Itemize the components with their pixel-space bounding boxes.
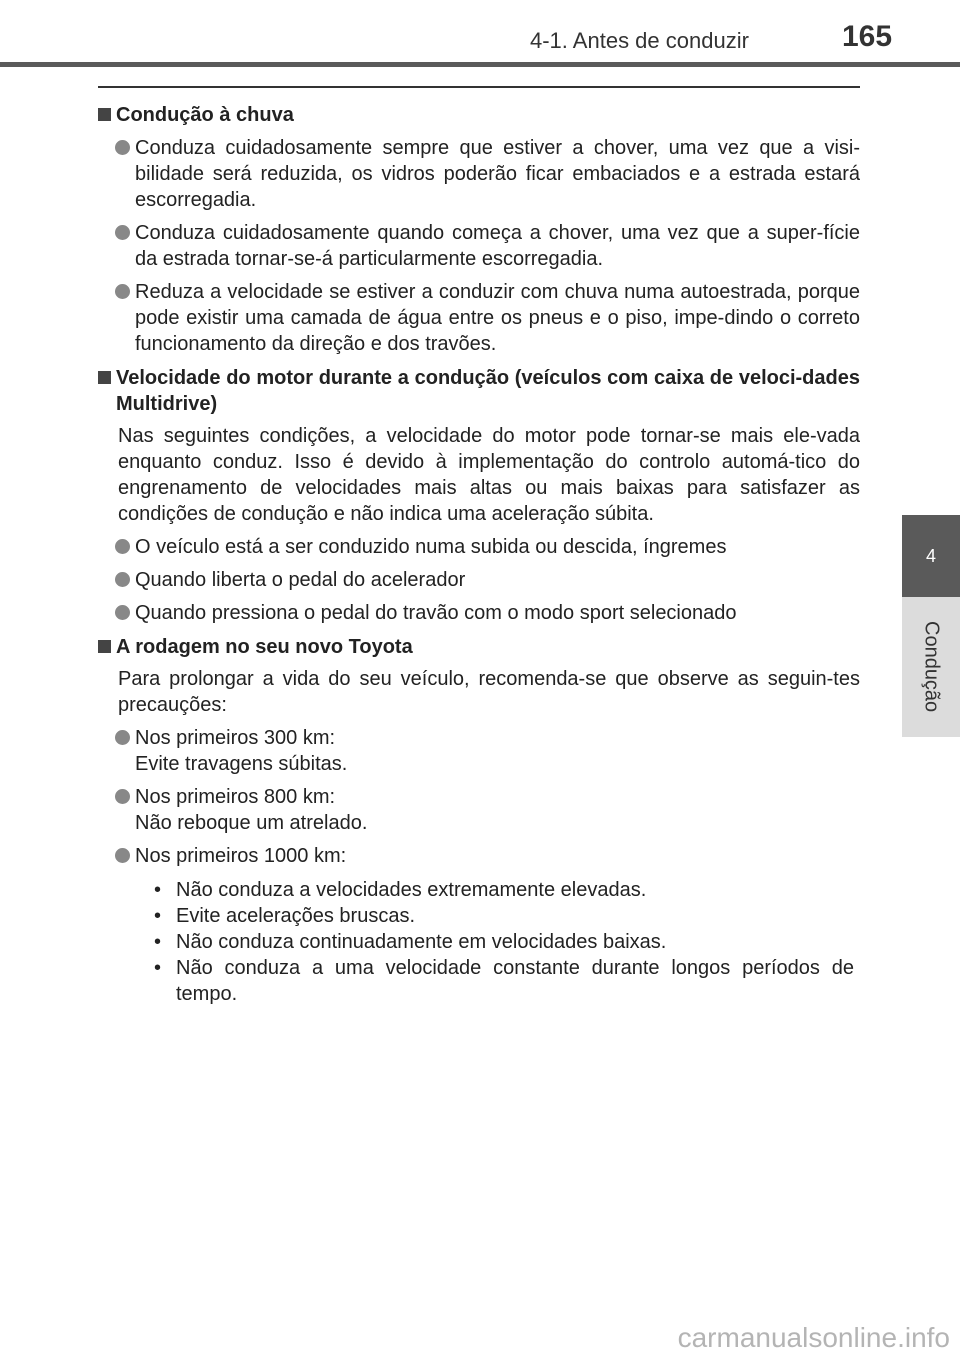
list-item: [98, 725, 860, 777]
sub-list-item: [154, 955, 854, 1007]
circle-bullet-icon: [115, 848, 130, 863]
circle-bullet-icon: [115, 789, 130, 804]
list-item-text: Quando liberta o pedal do acelerador: [135, 569, 466, 591]
sub-list-item-text: Não conduza continuadamente em velocidades baixas.: [176, 931, 667, 953]
list-item: [98, 220, 860, 272]
list-item: [98, 279, 860, 357]
list-item: [98, 784, 860, 836]
list-item-text: Conduza cuidadosamente sempre que estiver a chover, uma vez que a visi-bilidade será reduzida, os vidros poderão ficar embaciados e a estrada estará escorregadia.: [135, 137, 860, 211]
circle-bullet-icon: [115, 539, 130, 554]
section-title: 4-1. Antes de conduzir: [530, 28, 749, 53]
page-content: [98, 94, 860, 1007]
content-top-rule: [98, 86, 860, 88]
list-item: [98, 843, 860, 869]
list-item-text: Quando pressiona o pedal do travão com o modo sport selecionado: [135, 602, 737, 624]
page-number: 165: [842, 20, 893, 53]
section-heading-text: Velocidade do motor durante a condução (veículos com caixa de veloci-dades Multidrive): [116, 367, 860, 415]
list-item-detail: Evite travagens súbitas.: [135, 753, 348, 775]
list-item-text: Reduza a velocidade se estiver a conduzir com chuva numa autoestrada, porque pode existir uma camada de água entre os pneus e o piso, impe-dindo o correto funcionamento da direção e dos travões.: [135, 281, 860, 355]
circle-bullet-icon: [115, 284, 130, 299]
list-item-title: Nos primeiros 1000 km:: [135, 845, 347, 867]
sub-list-item-text: Não conduza a velocidades extremamente elevadas.: [176, 879, 647, 901]
list-item-title: Nos primeiros 300 km:: [135, 727, 336, 749]
section-paragraph: Nas seguintes condições, a velocidade do motor pode tornar-se mais ele-vada enquanto conduz. Isso é devido à implementação do controlo automá-tico do engrenamento de velocidades mais altas ou mais baixas para satisfazer as condições de condução e não indica uma aceleração súbita.: [118, 425, 860, 525]
section-heading-rain: [98, 102, 860, 128]
sub-list-item: [154, 877, 854, 903]
chapter-tab-label: Condução: [920, 621, 943, 713]
list-item: [98, 567, 860, 593]
sub-list: [98, 877, 854, 1007]
sub-list-item: [154, 903, 854, 929]
circle-bullet-icon: [115, 225, 130, 240]
section-paragraph: Para prolongar a vida do seu veículo, recomenda-se que observe as seguin-tes precauções:: [118, 668, 860, 716]
list-item: [98, 135, 860, 213]
circle-bullet-icon: [115, 730, 130, 745]
section-heading-break-in: [98, 634, 860, 660]
section-heading-engine-speed: [98, 365, 860, 417]
square-bullet-icon: [98, 640, 111, 653]
sub-list-item: [154, 929, 854, 955]
list-item-text: Conduza cuidadosamente quando começa a chover, uma vez que a super-fície da estrada tornar-se-á particularmente escorregadia.: [135, 222, 860, 270]
section-heading-text: A rodagem no seu novo Toyota: [116, 636, 413, 658]
list-item: [98, 600, 860, 626]
header-rule: [0, 62, 960, 67]
sub-list-item-text: Não conduza a uma velocidade constante durante longos períodos de tempo.: [176, 957, 854, 1005]
circle-bullet-icon: [115, 605, 130, 620]
bullet-icon: •: [154, 879, 162, 901]
list-item-text: O veículo está a ser conduzido numa subida ou descida, íngremes: [135, 536, 727, 558]
square-bullet-icon: [98, 371, 111, 384]
section-heading-text: Condução à chuva: [116, 104, 294, 126]
watermark-link[interactable]: carmanualsonline.info: [677, 1322, 950, 1353]
list-item: [98, 534, 860, 560]
list-item-title: Nos primeiros 800 km:: [135, 786, 336, 808]
bullet-icon: •: [154, 905, 162, 927]
bullet-icon: •: [154, 931, 162, 953]
circle-bullet-icon: [115, 140, 130, 155]
square-bullet-icon: [98, 108, 111, 121]
list-item-detail: Não reboque um atrelado.: [135, 812, 368, 834]
circle-bullet-icon: [115, 572, 130, 587]
chapter-tab-number[interactable]: 4: [902, 515, 960, 597]
sub-list-item-text: Evite acelerações bruscas.: [176, 905, 416, 927]
bullet-icon: •: [154, 957, 162, 979]
